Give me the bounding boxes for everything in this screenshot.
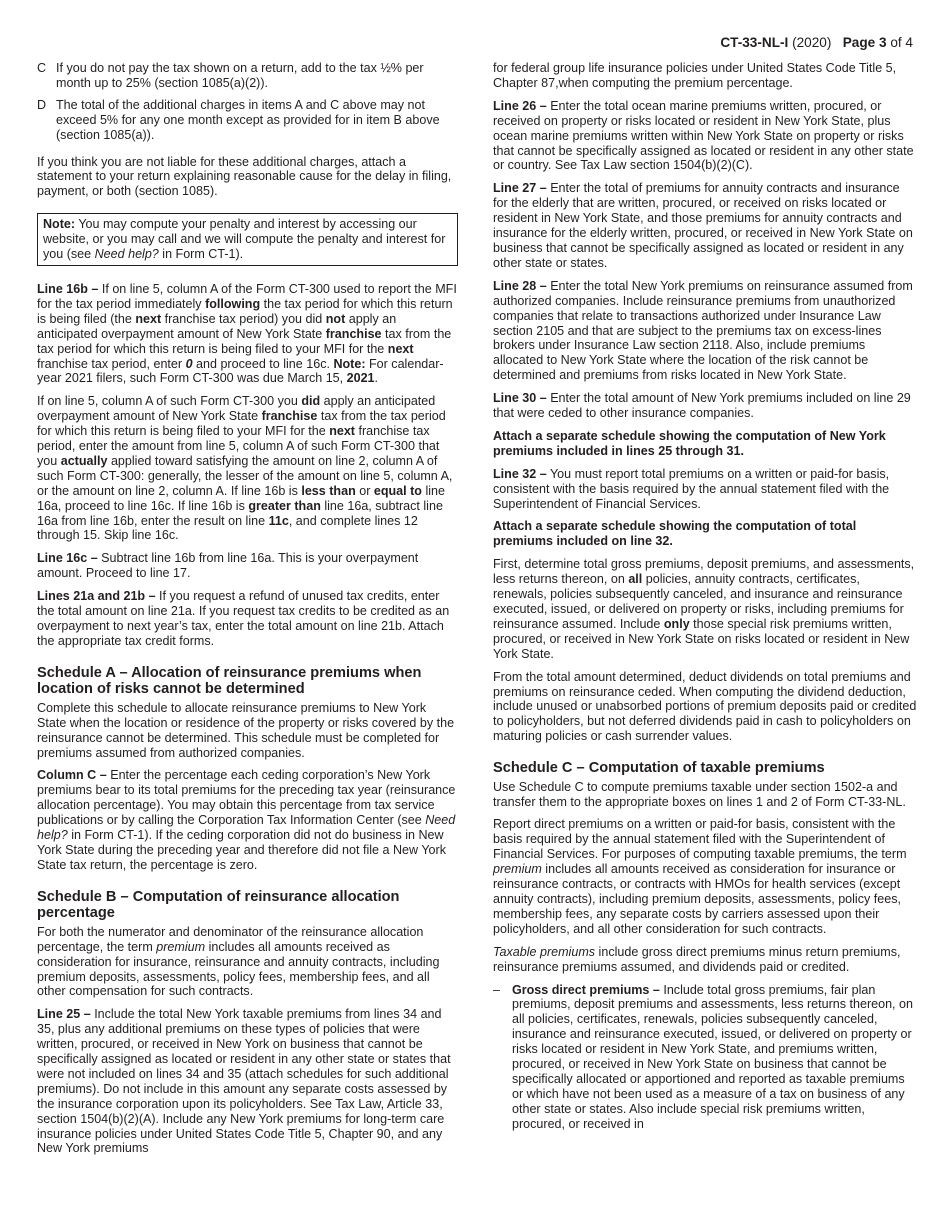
page-total: of 4 bbox=[886, 35, 913, 50]
note-label: Note: bbox=[43, 217, 76, 232]
line30-label: Line 30 – bbox=[493, 391, 547, 406]
note-box bbox=[37, 213, 458, 266]
first-t3: those special risk premiums written, procured, or received in New York State on risks located or resident in New York State. bbox=[493, 616, 910, 661]
line16b-t5: tax from the tax period for which this return is being filed to your MFI for the bbox=[37, 326, 452, 356]
line16b-t4: apply an anticipated overpayment amount of New York State bbox=[37, 311, 397, 341]
line28-label: Line 28 – bbox=[493, 278, 547, 293]
line16b2-b8: 11c bbox=[268, 513, 289, 528]
gross-direct-item bbox=[493, 983, 917, 1132]
lines21-text: If you request a refund of unused tax credits, enter the total amount on line 21a. If you request tax credits to be credited as an overpayment to next year’s tax, enter the total amount on line 21b. Attach the appropriate tax credit forms. bbox=[37, 589, 450, 648]
first-b2: only bbox=[663, 616, 690, 631]
column-c-italic: Need help? bbox=[37, 813, 456, 843]
line16b2-b6: equal to bbox=[373, 483, 422, 498]
line16b2-t3: tax from the tax period for which this return is being filed to your MFI for the bbox=[37, 409, 446, 439]
item-d-letter: D bbox=[37, 97, 47, 112]
line16b2-b5: less than bbox=[301, 483, 356, 498]
line16b2-t4: franchise tax period, enter the amount from line 5, column A of such Form CT-300 that you bbox=[37, 424, 440, 468]
page-label: Page 3 bbox=[842, 35, 887, 50]
right-column bbox=[493, 61, 917, 1132]
line25-text: Include the total New York taxable premiums from lines 34 and 35, plus any additional premiums on these types of policies that were written, procured, or received in New York on business that cannot be specifically assigned as located or resident in any other state or states that were not included on lines 34 and 35 (attach schedules for such additional premiums). Do not include in this amount any separate costs assessed by the insurance corporation upon its policyholders. See Tax Law, Article 33, section 1504(b)(2)(A). Include any New York premiums for long-term care insurance policies under United States Code Title 5, Chapter 90, and any New York premiums bbox=[37, 1007, 451, 1156]
line16b-note-label: Note: bbox=[333, 356, 366, 371]
line26-text: Enter the total ocean marine premiums written, procured, or received on property or risks located or resident in New York State, plus ocean marine premiums written within New York State on property or risks that cannot be specifically assigned as located or resident in any other state or country. See Tax Law section 1504(b)(2)(C). bbox=[493, 98, 914, 173]
line16b2-t6: or bbox=[355, 483, 374, 498]
gross-label: Gross direct premiums – bbox=[512, 982, 660, 997]
first-t1: First, determine total gross premiums, deposit premiums, and assessments, less returns thereon, on bbox=[493, 557, 915, 587]
item-c bbox=[37, 61, 458, 91]
note-text-2: in Form CT-1). bbox=[158, 247, 244, 262]
schedule-b-t1: For both the numerator and denominator of the reinsurance allocation percentage, the term bbox=[37, 924, 424, 954]
line16b-t6: franchise tax period, enter bbox=[37, 356, 186, 371]
first-b1: all bbox=[628, 572, 643, 587]
item-d-text: The total of the additional charges in items A and C above may not exceed 5% for any one month except as provided for in item B above (section 1085(a)). bbox=[56, 97, 440, 142]
line16b2-b1: did bbox=[301, 394, 321, 409]
line16b-b1: following bbox=[205, 296, 261, 311]
line16c-text: Subtract line 16b from line 16a. This is your overpayment amount. Proceed to line 17. bbox=[37, 551, 419, 581]
item-c-letter: C bbox=[37, 61, 47, 75]
line16b-t2: the tax period for which this return is being filed (the bbox=[37, 296, 453, 326]
line16c-paragraph bbox=[37, 551, 458, 581]
line16b-b7: 2021 bbox=[346, 371, 375, 386]
column-c-paragraph bbox=[37, 768, 458, 872]
line32-label: Line 32 – bbox=[493, 466, 547, 481]
column-c-t1: Enter the percentage each ceding corporation’s New York premiums bear to its total premiums for the preceding tax year (reinsurance allocation percentage). You may obtain this percentage from tax service publications or by calling the Corporation Tax Information Center (see bbox=[37, 768, 456, 828]
line27-paragraph bbox=[493, 181, 917, 270]
lines21-paragraph bbox=[37, 589, 458, 649]
line16b-label: Line 16b – bbox=[37, 281, 99, 296]
line16b-t8: For calendar-year 2021 filers, such Form CT-300 was due March 15, bbox=[37, 356, 444, 386]
item-d bbox=[37, 98, 458, 143]
line16b2-t8: line 16a, subtract line 16a from line 16b, enter the result on line bbox=[37, 498, 443, 528]
line16b-t1: If on line 5, column A of the Form CT-300 used to report the MFI for the tax period immediately bbox=[37, 281, 457, 311]
schedule-b-text bbox=[37, 925, 458, 1000]
note-italic: Need help? bbox=[94, 247, 159, 262]
taxable-text: include gross direct premiums minus return premiums, reinsurance premiums assumed, and dividends paid or credited. bbox=[493, 944, 901, 974]
line16b-t7: and proceed to line 16c. bbox=[192, 356, 334, 371]
liable-paragraph: If you think you are not liable for these additional charges, attach a statement to your return explaining reasonable cause for the delay in filing, payment, or both (section 1085). bbox=[37, 154, 452, 199]
continued-text: for federal group life insurance policies under United States Code Title 5, Chapter 87,when computing the premium percentage. bbox=[493, 61, 897, 90]
taxable-premiums-paragraph bbox=[493, 945, 917, 975]
line16b2-b4: actually bbox=[60, 453, 108, 468]
report-italic: premium bbox=[493, 862, 542, 877]
line16b-paragraph bbox=[37, 282, 458, 386]
line28-paragraph bbox=[493, 279, 917, 383]
dash-bullet: – bbox=[493, 982, 500, 997]
line16b2-t5: applied toward satisfying the amount on line 2, column A of such Form CT-300: generally, the lesser of the amount on line 5, column A, or the amount on line 2, column A. If line 16b is bbox=[37, 453, 453, 498]
line25-label: Line 25 – bbox=[37, 1007, 91, 1022]
line26-label: Line 26 – bbox=[493, 98, 547, 113]
form-year: (2020) bbox=[788, 35, 832, 50]
line16b2-b2: franchise bbox=[261, 409, 318, 424]
column-c-t2: in Form CT-1). If the ceding corporation did not do business in New York State during the preceding year and therefore did not file a New York State tax return, the percentage is zero. bbox=[37, 828, 446, 872]
attach-schedule-1: Attach a separate schedule showing the computation of New York premiums included in lines 25 through 31. bbox=[493, 428, 886, 458]
from-total-paragraph: From the total amount determined, deduct dividends on total premiums and premiums on reinsurance ceded. When computing the dividend deduction, include unused or unabsorbed portions of premium deposits paid or credited to policyholders, but not deferred dividends paid in cash to policyholders on maturing policies or cash surrender values. bbox=[493, 669, 917, 744]
line16b2-t9: , and complete lines 12 through 15. Skip line 16c. bbox=[37, 513, 418, 543]
line26-paragraph bbox=[493, 99, 917, 174]
line16b-b2: next bbox=[135, 311, 162, 326]
line28-text: Enter the total New York premiums on reinsurance assumed from authorized companies. Include reinsurance premiums from unauthorized companies that relate to transactions authorized under Insurance Law section 2105 and that are subject to the premiums tax on excess-lines brokers under Insurance Law section 2118. Also, include premiums allocated to New York State where the location of the risk cannot be determined and premiums from risks located in New York State. bbox=[493, 278, 913, 383]
note-text-1: You may compute your penalty and interest by accessing our website, or you may call and we will compute the penalty and interest for you (see bbox=[43, 217, 446, 262]
line16b2-t1: If on line 5, column A of such Form CT-300 you bbox=[37, 394, 302, 409]
line27-label: Line 27 – bbox=[493, 181, 547, 196]
report-direct-paragraph bbox=[493, 817, 917, 936]
line30-text: Enter the total amount of New York premiums included on line 29 that were ceded to other insurance companies. bbox=[493, 391, 911, 421]
line25-paragraph bbox=[37, 1007, 458, 1156]
line16b2-t7: line 16a, proceed to line 16c. If line 16b is bbox=[37, 483, 446, 513]
column-c-label: Column C – bbox=[37, 768, 107, 783]
line16b-paragraph-2 bbox=[37, 394, 458, 543]
line16b-b4: franchise bbox=[325, 326, 382, 341]
line16b-t9: . bbox=[374, 371, 379, 386]
first-determine-paragraph bbox=[493, 557, 917, 661]
line30-paragraph bbox=[493, 391, 917, 421]
lines21-label: Lines 21a and 21b – bbox=[37, 589, 156, 604]
schedule-b-t2: includes all amounts received as consideration for insurance, reinsurance and annuity contracts, including premium deposits, assessments, policy fees, membership fees, and all other compensation for such contracts. bbox=[37, 939, 440, 999]
schedule-a-text: Complete this schedule to allocate reinsurance premiums to New York State when the location or residence of the property or risks covered by the reinsurance cannot be determined. This schedule must be completed for premiums assumed from authorized companies. bbox=[37, 700, 455, 760]
line16b2-b7: greater than bbox=[248, 498, 321, 513]
schedule-b-italic: premium bbox=[156, 939, 206, 954]
line27-text: Enter the total of premiums for annuity contracts and insurance for the elderly that are written, procured, or received on risks located or resident in New York State, and those premiums for annuity contracts and insurance for the elderly written, procured, or received in New York State on business that cannot be specifically assigned as located or resident in any other state or states. bbox=[493, 181, 913, 270]
item-c-text: If you do not pay the tax shown on a return, add to the tax ½% per month up to 25% (section 1085(a)(2)). bbox=[56, 61, 424, 90]
schedule-c-text: Use Schedule C to compute premiums taxable under section 1502-a and transfer them to the appropriate boxes on lines 1 and 2 of Form CT-33-NL. bbox=[493, 779, 906, 809]
line32-paragraph bbox=[493, 467, 917, 512]
line16b-zero: 0 bbox=[185, 356, 193, 371]
schedule-a-heading: Schedule A – Allocation of reinsurance premiums when location of risks cannot be determined bbox=[37, 664, 422, 698]
form-id: CT-33-NL-I bbox=[720, 35, 789, 50]
schedule-c-heading: Schedule C – Computation of taxable premiums bbox=[493, 760, 825, 777]
line16b-b3: not bbox=[325, 311, 346, 326]
report-t2: includes all amounts received as consideration for insurance or reinsurance contracts, or contracts with HMOs for health services (except annuity contracts), including premium deposits, assessments, policy fees, membership fees, any separate costs by carriers assessed upon their policyholders, and all other consideration for such contracts. bbox=[493, 862, 901, 936]
schedule-b-heading: Schedule B – Computation of reinsurance allocation percentage bbox=[37, 888, 400, 922]
line16b2-t2: apply an anticipated overpayment amount of New York State bbox=[37, 394, 436, 424]
taxable-italic: Taxable premiums bbox=[493, 944, 596, 959]
line16c-label: Line 16c – bbox=[37, 551, 98, 566]
line16b2-b3: next bbox=[329, 424, 355, 439]
line16b-t3: franchise tax period) you did bbox=[161, 311, 326, 326]
line32-text: You must report total premiums on a written or paid-for basis, consistent with the basis required by the annual statement filed with the Superintendent of Financial Services. bbox=[493, 466, 890, 511]
left-column bbox=[37, 61, 458, 1164]
attach-schedule-2: Attach a separate schedule showing the computation of total premiums included on line 32. bbox=[493, 519, 857, 549]
report-t1: Report direct premiums on a written or paid-for basis, consistent with the basis required by the annual statement filed with the Superintendent of Financial Services. For purposes of computing taxable premiums, the term bbox=[493, 817, 907, 862]
line16b-b5: next bbox=[387, 341, 414, 356]
gross-text: Include total gross premiums, fair plan premiums, deposit premiums and assessments, less returns thereon, on all policies, certificates, renewals, policies subsequently canceled, insurance and reinsurance executed, issued, or delivered on property or risks located or resident in New York State, and premiums written, procured, or received in New York State on business that cannot be specifically allocated or apportioned and reported as taxable premiums or which have not been used as a measure of a tax on business of any other state or states. Also include special risk premiums written, procured, or received in bbox=[512, 982, 913, 1131]
first-t2: policies, annuity contracts, certificates, renewals, policies subsequently canceled, and insurance and reinsurance executed, issued, or delivered on property or risks, including premiums for reinsurance assumed. Include bbox=[493, 572, 904, 631]
page-header bbox=[720, 34, 913, 52]
